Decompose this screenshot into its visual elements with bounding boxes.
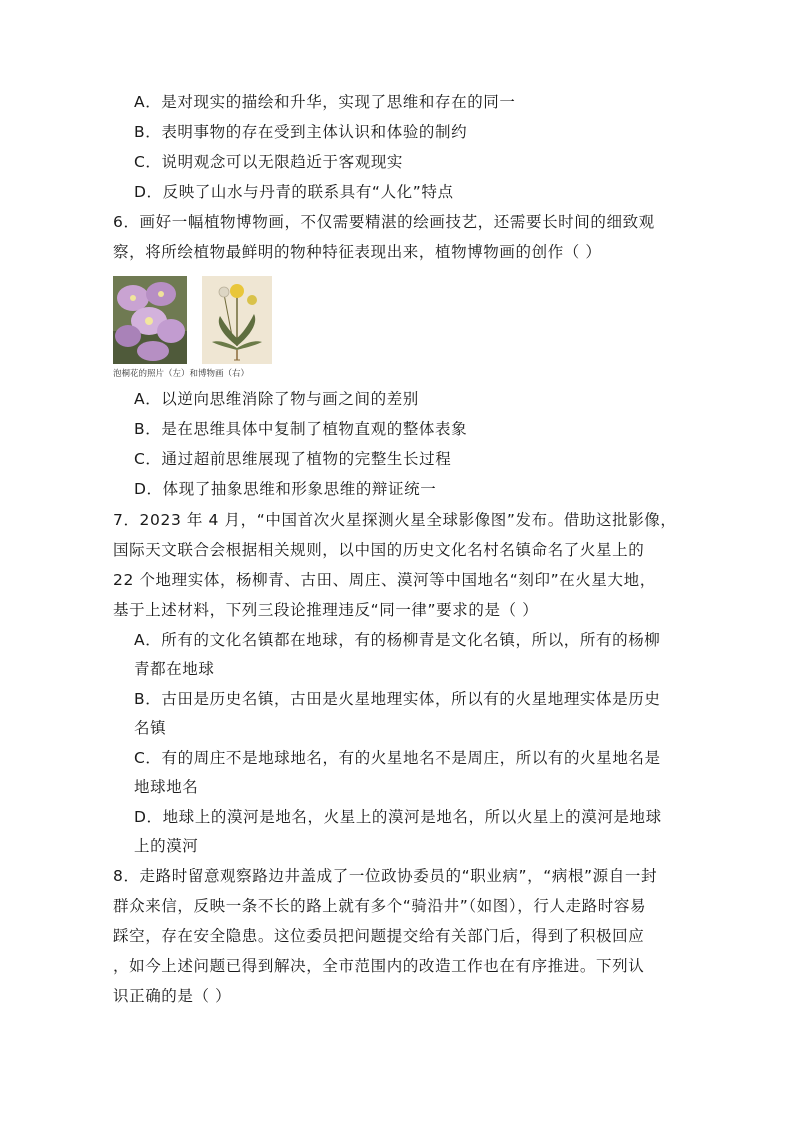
q7-option-d-line-1: D．地球上的漠河是地名，火星上的漠河是地名，所以火星上的漠河是地球 (134, 808, 662, 826)
q8-stem-line-1: 8．走路时留意观察路边井盖成了一位政协委员的“职业病”，“病根”源自一封 (113, 867, 658, 885)
paulownia-photo (113, 276, 187, 364)
q5-option-a: A．是对现实的描绘和升华，实现了思维和存在的同一 (134, 93, 516, 111)
q8-stem-line-3: 踩空，存在安全隐患。这位委员把问题提交给有关部门后，得到了积极回应 (113, 927, 645, 945)
q7-option-c-line-1: C．有的周庄不是地球地名，有的火星地名不是周庄，所以有的火星地名是 (134, 749, 661, 767)
q7-option-a-line-2: 青都在地球 (134, 660, 215, 678)
q7-stem-line-4: 基于上述材料，下列三段论推理违反“同一律”要求的是（ ） (113, 601, 539, 619)
q7-option-b-line-1: B．古田是历史名镇，古田是火星地理实体，所以有的火星地理实体是历史 (134, 690, 661, 708)
q6-option-d: D．体现了抽象思维和形象思维的辩证统一 (134, 480, 437, 498)
q7-stem-line-1: 7．2023 年 4 月，“中国首次火星探测火星全球影像图”发布。借助这批影像， (113, 511, 677, 529)
q7-option-b-line-2: 名镇 (134, 719, 167, 737)
q5-option-b: B．表明事物的存在受到主体认识和体验的制约 (134, 123, 468, 141)
q6-option-b: B．是在思维具体中复制了植物直观的整体表象 (134, 420, 468, 438)
q6-figure-caption: 泡桐花的照片（左）和博物画（右） (113, 369, 250, 379)
q7-option-c-line-2: 地球地名 (134, 778, 199, 796)
botanical-illustration (202, 276, 272, 364)
q8-stem-line-4: ，如今上述问题已得到解决，全市范围内的改造工作也在有序推进。下列认 (113, 957, 645, 975)
q7-option-d-line-2: 上的漠河 (134, 837, 199, 855)
q7-stem-line-3: 22 个地理实体，杨柳青、古田、周庄、漠河等中国地名“刻印”在火星大地， (113, 571, 656, 589)
q7-option-a-line-1: A．所有的文化名镇都在地球，有的杨柳青是文化名镇，所以，所有的杨柳 (134, 631, 661, 649)
q7-stem-line-2: 国际天文联合会根据相关规则，以中国的历史文化名村名镇命名了火星上的 (113, 541, 645, 559)
q8-stem-line-5: 识正确的是（ ） (113, 987, 232, 1005)
q6-option-c: C．通过超前思维展现了植物的完整生长过程 (134, 450, 452, 468)
q5-option-c: C．说明观念可以无限趋近于客观现实 (134, 153, 404, 171)
q8-stem-line-2: 群众来信，反映一条不长的路上就有多个“骑沿井”（如图），行人走路时容易 (113, 897, 647, 915)
q5-option-d: D．反映了山水与丹青的联系具有“人化”特点 (134, 183, 454, 201)
q6-stem-line-1: 6．画好一幅植物博物画，不仅需要精湛的绘画技艺，还需要长时间的细致观 (113, 213, 655, 231)
q6-stem-line-2: 察，将所绘植物最鲜明的物种特征表现出来，植物博物画的创作（ ） (113, 243, 602, 261)
q6-option-a: A．以逆向思维消除了物与画之间的差别 (134, 390, 419, 408)
